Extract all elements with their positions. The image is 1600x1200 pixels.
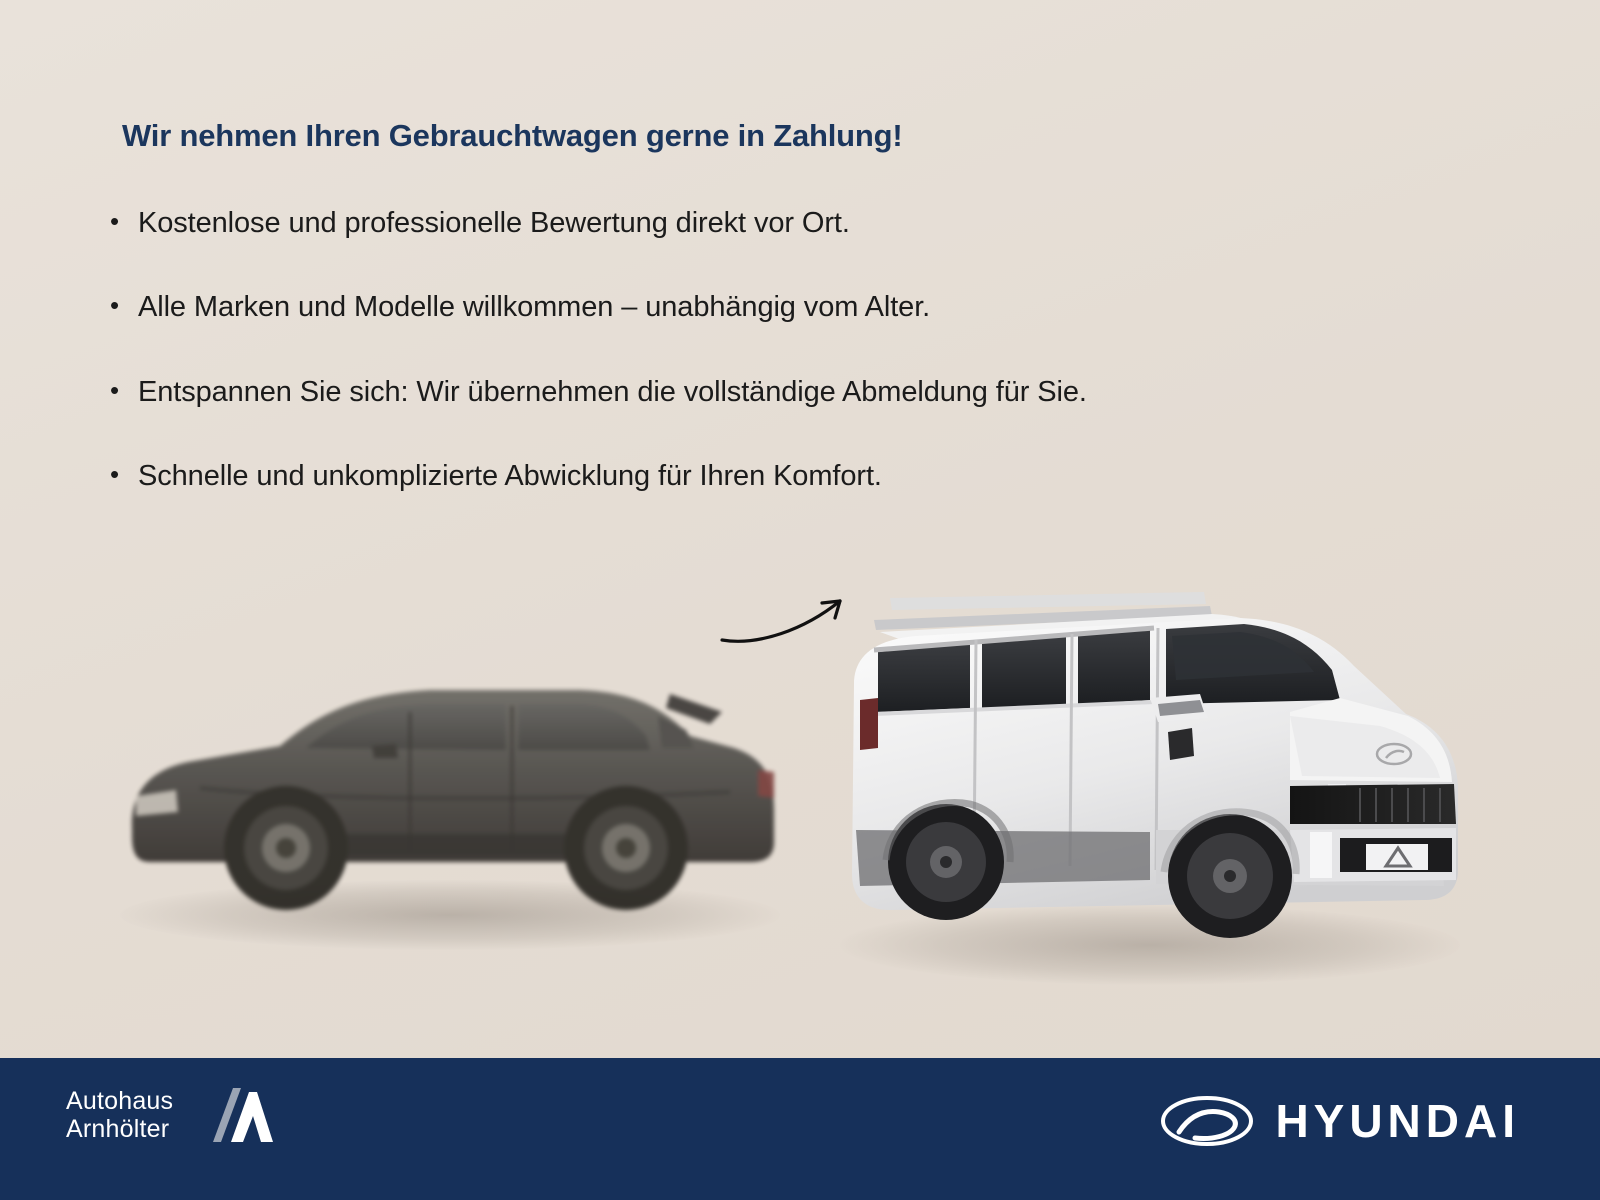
arnhoelter-logo-icon (187, 1086, 273, 1144)
dealer-branding[interactable] (66, 1086, 273, 1144)
list-item (110, 205, 1510, 241)
list-item-label: Alle Marken und Modelle willkommen – unabhängig vom Alter. (138, 291, 931, 324)
footer-bar (0, 1058, 1600, 1200)
benefits-list (110, 205, 1510, 542)
bullet-marker-icon: • (110, 374, 120, 405)
dealer-name-line2: Arnhölter (66, 1115, 170, 1143)
dealer-name (66, 1087, 173, 1143)
dealer-name-line1: Autohaus (66, 1087, 174, 1115)
hyundai-wordmark: HYUNDAI (1275, 1095, 1520, 1147)
new-car-image (820, 580, 1480, 970)
page-title: Wir nehmen Ihren Gebrauchtwagen gerne in Zahlung! (122, 118, 903, 153)
hyundai-logo-icon (1161, 1096, 1253, 1146)
list-item (110, 289, 1510, 325)
list-item-label: Entspannen Sie sich: Wir übernehmen die vollständige Abmeldung für Sie. (138, 375, 1087, 408)
bullet-marker-icon: • (110, 458, 120, 489)
list-item (110, 458, 1510, 494)
list-item (110, 374, 1510, 410)
list-item-label: Kostenlose und professionelle Bewertung direkt vor Ort. (138, 207, 850, 239)
hyundai-branding[interactable] (1161, 1094, 1520, 1148)
bullet-marker-icon: • (110, 206, 120, 236)
list-item-label: Schnelle und unkomplizierte Abwicklung für Ihren Komfort. (138, 459, 882, 492)
used-car-image (110, 620, 790, 930)
bullet-marker-icon: • (110, 290, 120, 321)
